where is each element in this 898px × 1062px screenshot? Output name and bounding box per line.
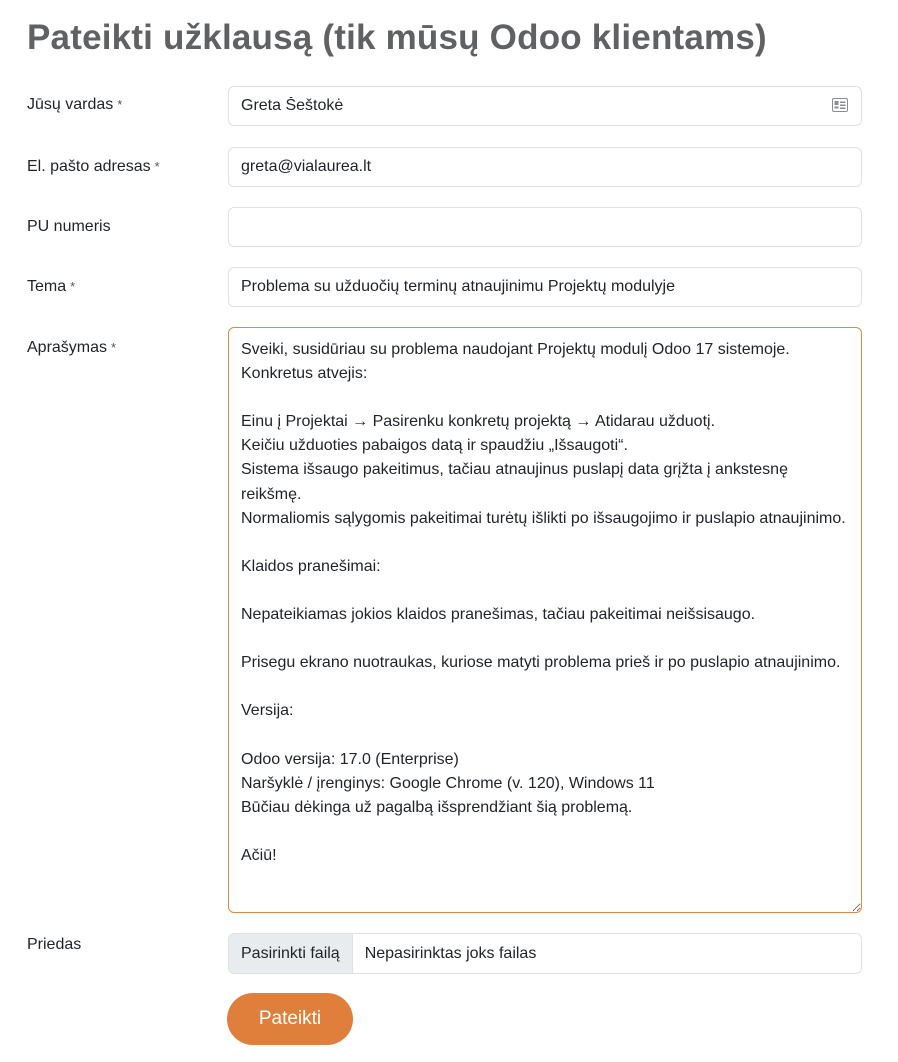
name-label-text: Jūsų vardas <box>27 96 114 113</box>
email-label-text: El. pašto adresas <box>27 158 151 175</box>
subject-label-text: Tema <box>27 278 67 295</box>
description-label-text: Aprašymas <box>27 339 108 356</box>
description-label <box>27 339 116 357</box>
contact-card-icon[interactable] <box>832 98 848 112</box>
required-marker: * <box>154 159 160 174</box>
required-marker: * <box>111 340 117 355</box>
subject-field[interactable] <box>228 267 862 307</box>
email-field[interactable] <box>228 147 862 187</box>
name-field[interactable] <box>228 86 862 126</box>
pu-number-label: PU numeris <box>27 218 111 235</box>
description-textarea[interactable] <box>228 327 862 913</box>
email-label <box>27 158 160 176</box>
name-label <box>27 96 122 114</box>
submit-button[interactable]: Pateikti <box>227 993 353 1045</box>
choose-file-button[interactable]: Pasirinkti failą <box>229 934 353 973</box>
required-marker: * <box>117 97 123 112</box>
pu-number-field[interactable] <box>228 207 862 247</box>
subject-label <box>27 278 75 296</box>
file-input[interactable] <box>228 933 862 974</box>
file-status-text: Nepasirinktas joks failas <box>364 944 537 962</box>
page-title: Pateikti užklausą (tik mūsų Odoo klientams) <box>27 18 767 57</box>
attachment-label: Priedas <box>27 936 82 953</box>
required-marker: * <box>70 279 76 294</box>
